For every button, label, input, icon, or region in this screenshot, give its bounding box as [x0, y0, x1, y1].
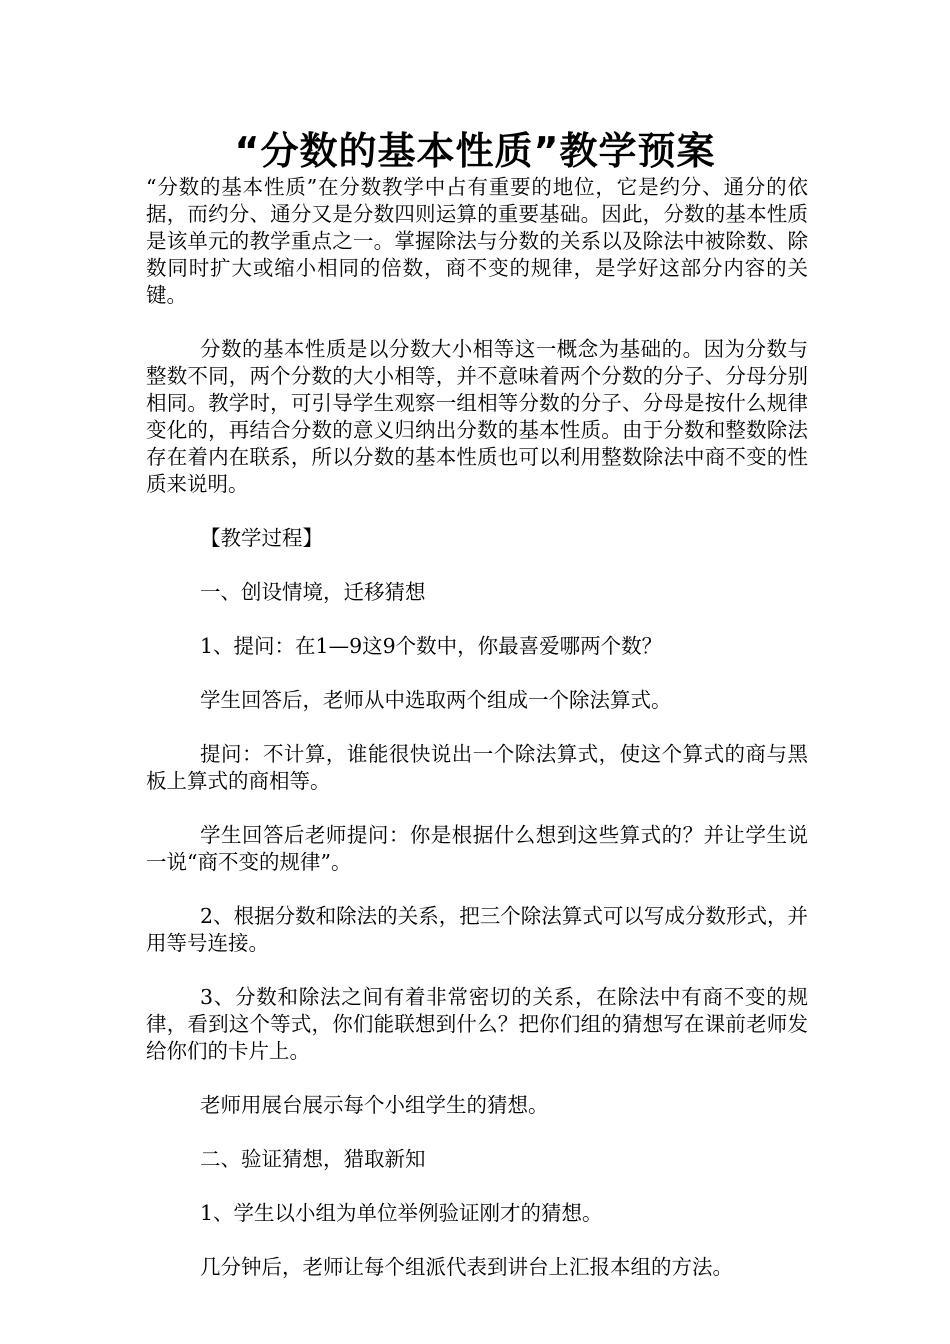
document-title: “分数的基本性质”教学预案 — [234, 129, 716, 173]
step-paragraph: 学生回答后，老师从中选取两个组成一个除法算式。 — [200, 688, 672, 712]
step-paragraph: 学生回答后老师提问：你是根据什么想到这些算式的？并让学生说一说“商不变的规律”。 — [146, 823, 808, 874]
section-heading-part-two: 二、验证猜想，猎取新知 — [200, 1147, 426, 1171]
step-paragraph: 1、学生以小组为单位举例验证刚才的猜想。 — [200, 1201, 603, 1225]
step-paragraph: 提问：不计算，谁能很快说出一个除法算式，使这个算式的商与黑板上算式的商相等。 — [146, 742, 808, 793]
basis-paragraph: 分数的基本性质是以分数大小相等这一概念为基础的。因为分数与整数不同，两个分数的大小相等，并不意味着两个分数的分子、分母分别相同。教学时，可引导学生观察一组相等分数的分子、分母是按什么规律变化的，再结合分数的意义归纳出分数的基本性质。由于分数和整数除法存在着内在联系，所以分数的基本性质也可以利用整数除法中商不变的性质来说明。 — [146, 337, 808, 496]
intro-paragraph: “分数的基本性质”在分数教学中占有重要的地位，它是约分、通分的依据，而约分、通分又是分数四则运算的重要基础。因此，分数的基本性质是该单元的教学重点之一。掌握除法与分数的关系以及除法中被除数、除数同时扩大或缩小相同的倍数，商不变的规律，是学好这部分内容的关键。 — [146, 175, 808, 307]
step-paragraph: 老师用展台展示每个小组学生的猜想。 — [200, 1093, 549, 1117]
section-heading-part-one: 一、创设情境，迁移猜想 — [200, 580, 426, 604]
step-paragraph: 3、分数和除法之间有着非常密切的关系，在除法中有商不变的规律，看到这个等式，你们能联想到什么？把你们组的猜想写在课前老师发给你们的卡片上。 — [146, 985, 808, 1063]
section-heading-teaching-process: 【教学过程】 — [200, 526, 323, 550]
step-paragraph: 1、提问：在1—9这9个数中，你最喜爱哪两个数？ — [200, 634, 663, 658]
step-paragraph: 2、根据分数和除法的关系，把三个除法算式可以写成分数形式，并用等号连接。 — [146, 904, 808, 955]
document-body — [146, 174, 808, 1308]
step-paragraph: 几分钟后，老师让每个组派代表到讲台上汇报本组的方法。 — [200, 1255, 733, 1279]
